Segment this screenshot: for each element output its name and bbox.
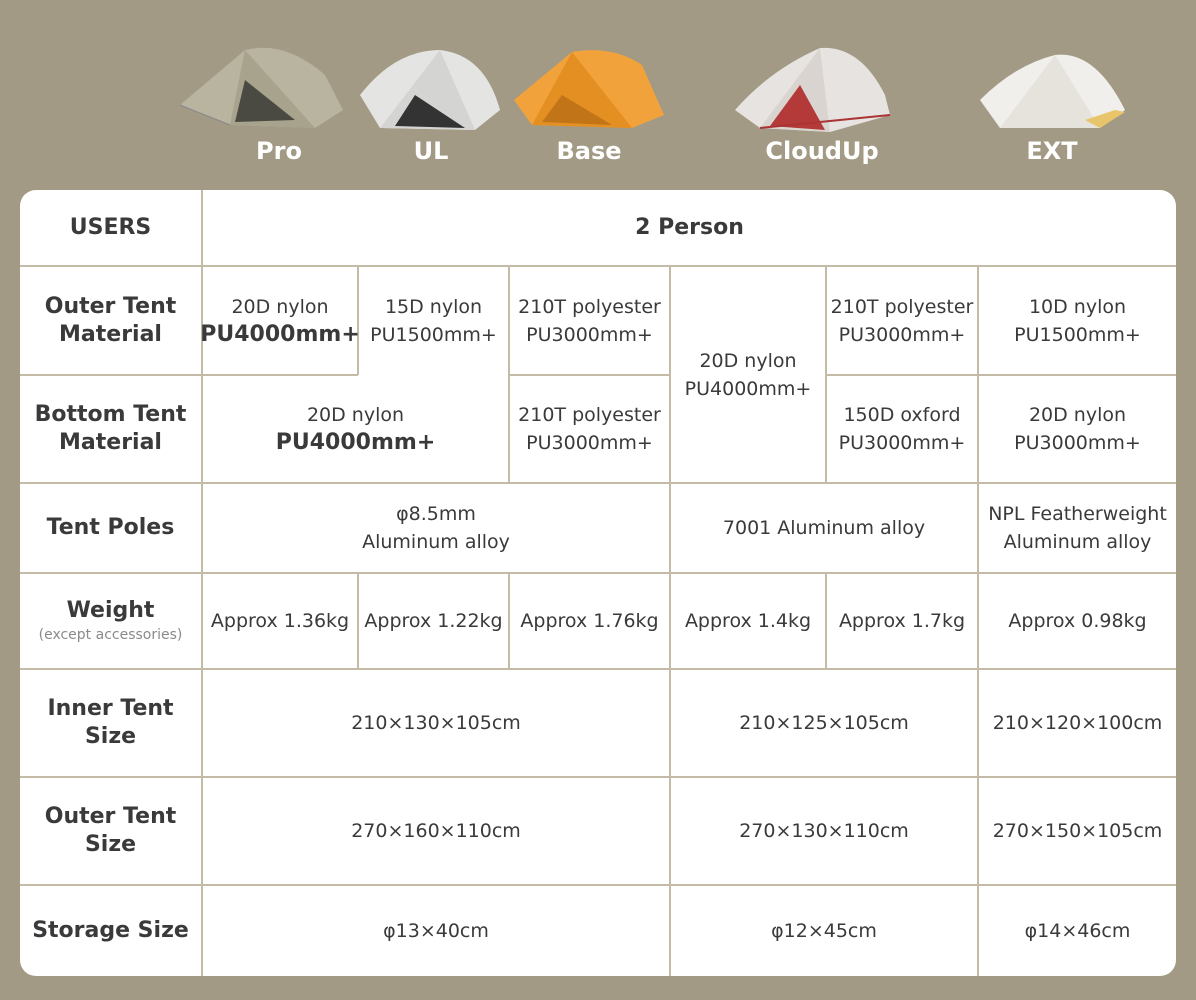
- outer-material-ul-2: PU1500mm+: [370, 323, 497, 346]
- outer-material-pro-1: 20D nylon: [231, 295, 329, 318]
- inner-size-a: 210×130×105cm: [351, 712, 521, 734]
- bottom-material-ext-2: PU3000mm+: [1014, 432, 1141, 454]
- weight-cloudup: Approx 1.4kg: [684, 610, 812, 632]
- tent-image-ul: [355, 40, 505, 135]
- tent-image-ext: [975, 40, 1130, 135]
- bottom-material-cloudup2-2: PU3000mm+: [838, 432, 966, 454]
- row-label-outer-size-1: Outer Tent: [44, 804, 177, 829]
- row-label-outer-material-1: Outer Tent: [44, 293, 177, 319]
- bottom-material-base-1: 210T polyester: [518, 404, 661, 426]
- weight-base: Approx 1.76kg: [520, 610, 659, 632]
- spec-table: [20, 190, 1176, 976]
- tent-image-pro: [175, 40, 350, 135]
- outer-material-base-2: PU3000mm+: [526, 323, 653, 346]
- row-label-bottom-material-2: Material: [59, 430, 162, 455]
- inner-size-c: 210×120×100cm: [992, 712, 1163, 734]
- outer-size-b: 270×130×110cm: [739, 820, 909, 842]
- weight-pro: Approx 1.36kg: [210, 610, 350, 632]
- bottom-material-cloudup2-1: 150D oxford: [843, 404, 961, 426]
- outer-material-cloudup2-2: PU3000mm+: [838, 323, 966, 346]
- outer-size-a: 270×160×110cm: [351, 820, 521, 842]
- poles-c-1: NPL Featherweight: [988, 503, 1167, 525]
- row-label-poles: Tent Poles: [46, 515, 175, 540]
- model-name-base: Base: [556, 137, 622, 165]
- bottom-material-pro-ul-1: 20D nylon: [306, 404, 405, 426]
- inner-size-b: 210×125×105cm: [739, 712, 909, 734]
- outer-material-ext-1: 10D nylon: [1028, 295, 1127, 318]
- poles-a-1: φ8.5mm: [396, 503, 476, 525]
- bottom-material-ext-1: 20D nylon: [1028, 404, 1127, 426]
- row-label-inner-size-1: Inner Tent: [47, 696, 174, 721]
- outer-material-ul-1: 15D nylon: [384, 295, 483, 318]
- row-label-bottom-material-1: Bottom Tent: [34, 402, 187, 427]
- row-label-storage: Storage Size: [32, 918, 189, 943]
- model-name-cloudup: CloudUp: [765, 137, 879, 165]
- tent-image-base: [512, 40, 667, 135]
- weight-ul: Approx 1.22kg: [364, 610, 503, 632]
- row-label-weight: Weight: [66, 598, 155, 623]
- outer-material-cloudup2-1: 210T polyester: [830, 295, 974, 318]
- model-name-pro: Pro: [256, 137, 302, 165]
- poles-b: 7001 Aluminum alloy: [722, 517, 926, 539]
- weight-ext: Approx 0.98kg: [1008, 610, 1147, 632]
- outer-size-c: 270×150×105cm: [992, 820, 1163, 842]
- weight-cloudup2: Approx 1.7kg: [838, 610, 966, 632]
- bottom-material-pro-ul-2: PU4000mm+: [275, 430, 436, 455]
- storage-c: φ14×46cm: [1024, 920, 1131, 942]
- row-label-outer-size-2: Size: [84, 832, 137, 857]
- outer-material-ext-2: PU1500mm+: [1014, 323, 1141, 346]
- outer-material-pro-2: PU4000mm+: [200, 321, 360, 347]
- row-label-inner-size-2: Size: [84, 724, 137, 749]
- model-name-ext: EXT: [1026, 137, 1078, 165]
- row-label-users: USERS: [69, 214, 152, 240]
- row-label-weight-sub: (except accessories): [38, 627, 183, 643]
- model-name-ul: UL: [413, 137, 449, 165]
- material-cloudup-2: PU4000mm+: [684, 377, 812, 400]
- poles-a-2: Aluminum alloy: [362, 531, 510, 553]
- storage-a: φ13×40cm: [383, 920, 489, 942]
- outer-material-base-1: 210T polyester: [518, 295, 661, 318]
- poles-c-2: Aluminum alloy: [1003, 531, 1152, 553]
- storage-b: φ12×45cm: [771, 920, 877, 942]
- tent-image-cloudup: [730, 40, 895, 135]
- material-cloudup-1: 20D nylon: [699, 349, 797, 372]
- row-label-outer-material-2: Material: [59, 321, 162, 347]
- bottom-material-base-2: PU3000mm+: [526, 432, 653, 454]
- users-value: 2 Person: [635, 214, 744, 240]
